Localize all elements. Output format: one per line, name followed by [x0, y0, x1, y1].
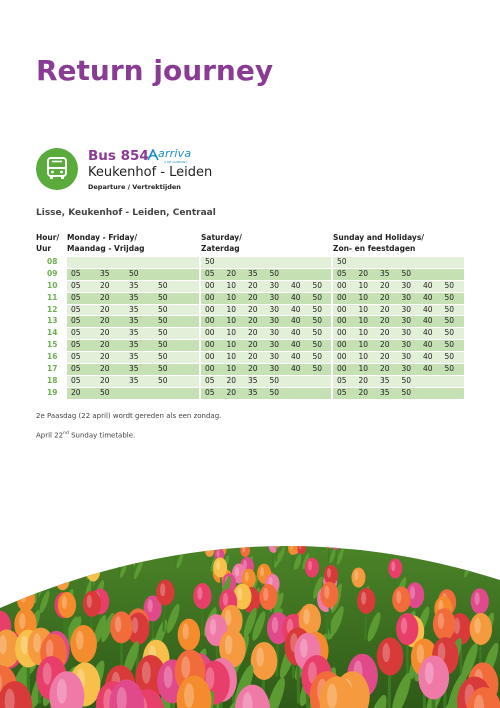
- weekday-cell: [67, 340, 199, 351]
- minute-value: 30: [401, 328, 412, 338]
- minute-value: 40: [291, 364, 301, 374]
- minute-value: 50: [401, 387, 412, 397]
- minute-value: 05: [71, 328, 81, 338]
- minute-value: 30: [401, 364, 412, 374]
- hour-cell: 10: [47, 280, 58, 290]
- timetable-rows: [36, 256, 464, 399]
- minute-value: 00: [205, 352, 215, 362]
- minute-value: 35: [129, 340, 139, 350]
- minute-value: 00: [337, 328, 347, 338]
- saturday-cell: [201, 293, 331, 304]
- table-row: [36, 375, 464, 387]
- table-row: [36, 315, 464, 327]
- minute-value: 00: [205, 364, 215, 374]
- minute-value: 35: [129, 280, 139, 290]
- minute-value: 00: [205, 340, 215, 350]
- minute-value: 50: [312, 292, 323, 302]
- minute-value: 20: [380, 352, 390, 362]
- sunday-cell: [333, 328, 464, 339]
- minute-value: 20: [248, 328, 258, 338]
- sunday-cell: [333, 293, 464, 304]
- minute-value: 05: [71, 268, 81, 278]
- route-name: Keukenhof - Leiden: [88, 165, 213, 180]
- minute-value: 50: [444, 292, 455, 302]
- minute-value: 30: [269, 292, 280, 302]
- minute-value: 20: [226, 387, 237, 397]
- minute-value: 50: [444, 364, 455, 374]
- minute-value: 10: [358, 340, 369, 350]
- minute-value: 05: [71, 316, 81, 326]
- minute-value: 30: [401, 280, 412, 290]
- minute-value: 20: [380, 328, 390, 338]
- minute-value: 50: [444, 328, 455, 338]
- minute-value: 20: [248, 364, 258, 374]
- table-row: [36, 351, 464, 363]
- direction-label: Departure / Vertrektijden: [88, 183, 181, 191]
- minute-value: 35: [129, 316, 139, 326]
- minute-value: 20: [358, 375, 369, 385]
- minute-value: 30: [269, 340, 280, 350]
- saturday-cell: [201, 257, 331, 268]
- bus-info: Bus 854 arriva A DB COMPANY Keukenhof - Leiden Departure / Vertrektijden: [36, 148, 456, 194]
- sunday-cell: [333, 388, 464, 399]
- minute-value: 35: [248, 387, 258, 397]
- saturday-cell: [201, 340, 331, 351]
- minute-value: 00: [337, 340, 347, 350]
- minute-value: 35: [380, 268, 390, 278]
- minute-value: 50: [100, 387, 110, 397]
- table-row: [36, 256, 464, 268]
- sunday-cell: [333, 281, 464, 292]
- minute-value: 10: [226, 364, 237, 374]
- minute-value: 40: [291, 292, 301, 302]
- timetable-header: [36, 232, 464, 256]
- minute-value: 50: [312, 328, 323, 338]
- saturday-cell: [201, 364, 331, 375]
- weekday-cell: [67, 305, 199, 316]
- minute-value: 50: [205, 257, 215, 266]
- page-title: Return journey: [36, 54, 274, 87]
- minute-value: 30: [401, 340, 412, 350]
- minute-value: 40: [291, 340, 301, 350]
- minute-value: 50: [444, 280, 455, 290]
- table-row: [36, 339, 464, 351]
- minute-value: 00: [337, 304, 347, 314]
- minute-value: 05: [337, 268, 347, 278]
- weekday-cell: [67, 388, 199, 399]
- minute-value: 20: [100, 352, 110, 362]
- minute-value: 40: [291, 328, 301, 338]
- saturday-cell: [201, 305, 331, 316]
- minute-value: 00: [205, 280, 215, 290]
- note-dutch: 2e Paasdag (22 april) wordt gereden als een zondag.: [36, 412, 222, 420]
- header-hour: Hour/ Uur: [36, 233, 60, 253]
- minute-value: 05: [337, 375, 347, 385]
- minute-value: 20: [248, 280, 258, 290]
- minute-value: 35: [129, 375, 139, 385]
- minute-value: 00: [205, 316, 215, 326]
- minute-value: 05: [71, 375, 81, 385]
- minute-value: 05: [71, 304, 81, 314]
- table-row: [36, 304, 464, 316]
- sunday-cell: [333, 376, 464, 387]
- minute-value: 30: [401, 292, 412, 302]
- minute-value: 10: [358, 364, 369, 374]
- minute-value: 40: [423, 328, 433, 338]
- weekday-cell: [67, 257, 199, 268]
- minute-value: 05: [71, 364, 81, 374]
- minute-value: 10: [226, 280, 237, 290]
- minute-value: 00: [205, 304, 215, 314]
- minute-value: 40: [291, 280, 301, 290]
- minute-value: 50: [337, 257, 347, 266]
- minute-value: 10: [358, 292, 369, 302]
- minute-value: 50: [312, 364, 323, 374]
- minute-value: 50: [269, 375, 280, 385]
- minute-value: 00: [205, 292, 215, 302]
- minute-value: 50: [269, 387, 280, 397]
- minute-value: 40: [423, 316, 433, 326]
- weekday-cell: [67, 352, 199, 363]
- minute-value: 05: [205, 387, 215, 397]
- minute-value: 30: [401, 304, 412, 314]
- sunday-cell: [333, 364, 464, 375]
- hour-cell: 19: [47, 387, 58, 397]
- minute-value: 35: [380, 375, 390, 385]
- minute-value: 10: [358, 352, 369, 362]
- table-row: [36, 280, 464, 292]
- minute-value: 20: [100, 304, 110, 314]
- minute-value: 50: [158, 316, 168, 326]
- minute-value: 05: [71, 280, 81, 290]
- weekday-cell: [67, 269, 199, 280]
- minute-value: 20: [100, 364, 110, 374]
- hour-cell: 14: [47, 328, 58, 338]
- minute-value: 10: [226, 292, 237, 302]
- minute-value: 50: [401, 375, 412, 385]
- saturday-cell: [201, 388, 331, 399]
- sunday-cell: [333, 305, 464, 316]
- minute-value: 40: [291, 316, 301, 326]
- header-sunday: Sunday and Holidays/ Zon- en feestdagen: [333, 233, 425, 253]
- minute-value: 00: [337, 364, 347, 374]
- minute-value: 20: [248, 304, 258, 314]
- minute-value: 50: [158, 328, 168, 338]
- table-row: [36, 292, 464, 304]
- minute-value: 20: [226, 268, 237, 278]
- minute-value: 20: [380, 316, 390, 326]
- minute-value: 10: [358, 304, 369, 314]
- minute-value: 30: [269, 304, 280, 314]
- minute-value: 20: [100, 375, 110, 385]
- minute-value: 40: [291, 352, 301, 362]
- stops-line: Lisse, Keukenhof - Leiden, Centraal: [36, 208, 216, 218]
- minute-value: 10: [226, 340, 237, 350]
- header-weekday: Monday - Friday/ Maandag - Vrijdag: [67, 233, 145, 253]
- minute-value: 35: [129, 364, 139, 374]
- hour-cell: 18: [47, 375, 58, 385]
- table-row: [36, 327, 464, 339]
- sunday-cell: [333, 316, 464, 327]
- timetable: [36, 232, 464, 399]
- hour-cell: 16: [47, 352, 58, 362]
- minute-value: 40: [423, 340, 433, 350]
- minute-value: 50: [312, 304, 323, 314]
- minute-value: 50: [158, 280, 168, 290]
- minute-value: 05: [71, 352, 81, 362]
- minute-value: 10: [358, 280, 369, 290]
- minute-value: 10: [226, 328, 237, 338]
- minute-value: 20: [248, 292, 258, 302]
- minute-value: 50: [158, 375, 168, 385]
- minute-value: 00: [337, 316, 347, 326]
- minute-value: 50: [158, 352, 168, 362]
- minute-value: 30: [269, 280, 280, 290]
- saturday-cell: [201, 376, 331, 387]
- minute-value: 35: [129, 304, 139, 314]
- sunday-cell: [333, 352, 464, 363]
- hour-cell: 15: [47, 340, 58, 350]
- sunday-cell: [333, 340, 464, 351]
- hour-cell: 08: [47, 257, 58, 266]
- minute-value: 35: [248, 268, 258, 278]
- header-saturday: Saturday/ Zaterdag: [201, 233, 242, 253]
- minute-value: 00: [205, 328, 215, 338]
- minute-value: 10: [358, 328, 369, 338]
- minute-value: 20: [380, 280, 390, 290]
- saturday-cell: [201, 281, 331, 292]
- weekday-cell: [67, 364, 199, 375]
- minute-value: 05: [71, 340, 81, 350]
- minute-value: 40: [291, 304, 301, 314]
- minute-value: 20: [100, 280, 110, 290]
- minute-value: 30: [269, 364, 280, 374]
- minute-value: 35: [129, 328, 139, 338]
- minute-value: 00: [337, 280, 347, 290]
- minute-value: 05: [71, 292, 81, 302]
- saturday-cell: [201, 269, 331, 280]
- minute-value: 20: [100, 340, 110, 350]
- minute-value: 20: [100, 328, 110, 338]
- minute-value: 10: [358, 316, 369, 326]
- minute-value: 10: [226, 316, 237, 326]
- minute-value: 50: [444, 304, 455, 314]
- minute-value: 50: [312, 316, 323, 326]
- minute-value: 05: [205, 268, 215, 278]
- minute-value: 20: [380, 340, 390, 350]
- saturday-cell: [201, 316, 331, 327]
- minute-value: 20: [248, 340, 258, 350]
- hour-cell: 11: [47, 292, 58, 302]
- minute-value: 20: [248, 316, 258, 326]
- table-row: [36, 363, 464, 375]
- weekday-cell: [67, 316, 199, 327]
- minute-value: 10: [226, 352, 237, 362]
- hour-cell: 17: [47, 364, 58, 374]
- minute-value: 10: [226, 304, 237, 314]
- minute-value: 20: [358, 268, 369, 278]
- table-row: [36, 268, 464, 280]
- minute-value: 50: [269, 268, 280, 278]
- weekday-cell: [67, 328, 199, 339]
- minute-value: 00: [337, 292, 347, 302]
- minute-value: 40: [423, 352, 433, 362]
- minute-value: 50: [312, 340, 323, 350]
- minute-value: 05: [205, 375, 215, 385]
- weekday-cell: [67, 281, 199, 292]
- minute-value: 40: [423, 304, 433, 314]
- minute-value: 20: [71, 387, 81, 397]
- saturday-cell: [201, 328, 331, 339]
- hour-cell: 12: [47, 304, 58, 314]
- minute-value: 50: [312, 280, 323, 290]
- hour-cell: 13: [47, 316, 58, 326]
- minute-value: 35: [129, 292, 139, 302]
- minute-value: 35: [129, 352, 139, 362]
- minute-value: 50: [158, 292, 168, 302]
- minute-value: 40: [423, 280, 433, 290]
- minute-value: 30: [401, 316, 412, 326]
- minute-value: 30: [269, 352, 280, 362]
- minute-value: 50: [158, 304, 168, 314]
- minute-value: 30: [401, 352, 412, 362]
- minute-value: 50: [158, 364, 168, 374]
- minute-value: 30: [269, 328, 280, 338]
- table-row: [36, 387, 464, 399]
- minute-value: 35: [100, 268, 110, 278]
- minute-value: 20: [380, 304, 390, 314]
- hour-cell: 09: [47, 268, 58, 278]
- minute-value: 20: [100, 292, 110, 302]
- minute-value: 05: [337, 387, 347, 397]
- minute-value: 30: [269, 316, 280, 326]
- minute-value: 40: [423, 292, 433, 302]
- sunday-cell: [333, 269, 464, 280]
- minute-value: 50: [312, 352, 323, 362]
- minute-value: 20: [380, 364, 390, 374]
- minute-value: 20: [248, 352, 258, 362]
- minute-value: 50: [129, 268, 139, 278]
- minute-value: 35: [248, 375, 258, 385]
- minute-value: 50: [444, 340, 455, 350]
- minute-value: 35: [380, 387, 390, 397]
- minute-value: 20: [226, 375, 237, 385]
- minute-value: 50: [444, 316, 455, 326]
- bus-icon: [36, 148, 78, 190]
- minute-value: 40: [423, 364, 433, 374]
- minute-value: 50: [444, 352, 455, 362]
- weekday-cell: [67, 293, 199, 304]
- tulip-field-photo: [0, 520, 500, 708]
- minute-value: 50: [158, 340, 168, 350]
- minute-value: 20: [358, 387, 369, 397]
- weekday-cell: [67, 376, 199, 387]
- minute-value: 20: [100, 316, 110, 326]
- sunday-cell: [333, 257, 464, 268]
- minute-value: 50: [401, 268, 412, 278]
- saturday-cell: [201, 352, 331, 363]
- bus-number: Bus 854: [88, 148, 149, 164]
- minute-value: 20: [380, 292, 390, 302]
- note-english: April 22nd Sunday timetable.: [36, 431, 136, 440]
- minute-value: 00: [337, 352, 347, 362]
